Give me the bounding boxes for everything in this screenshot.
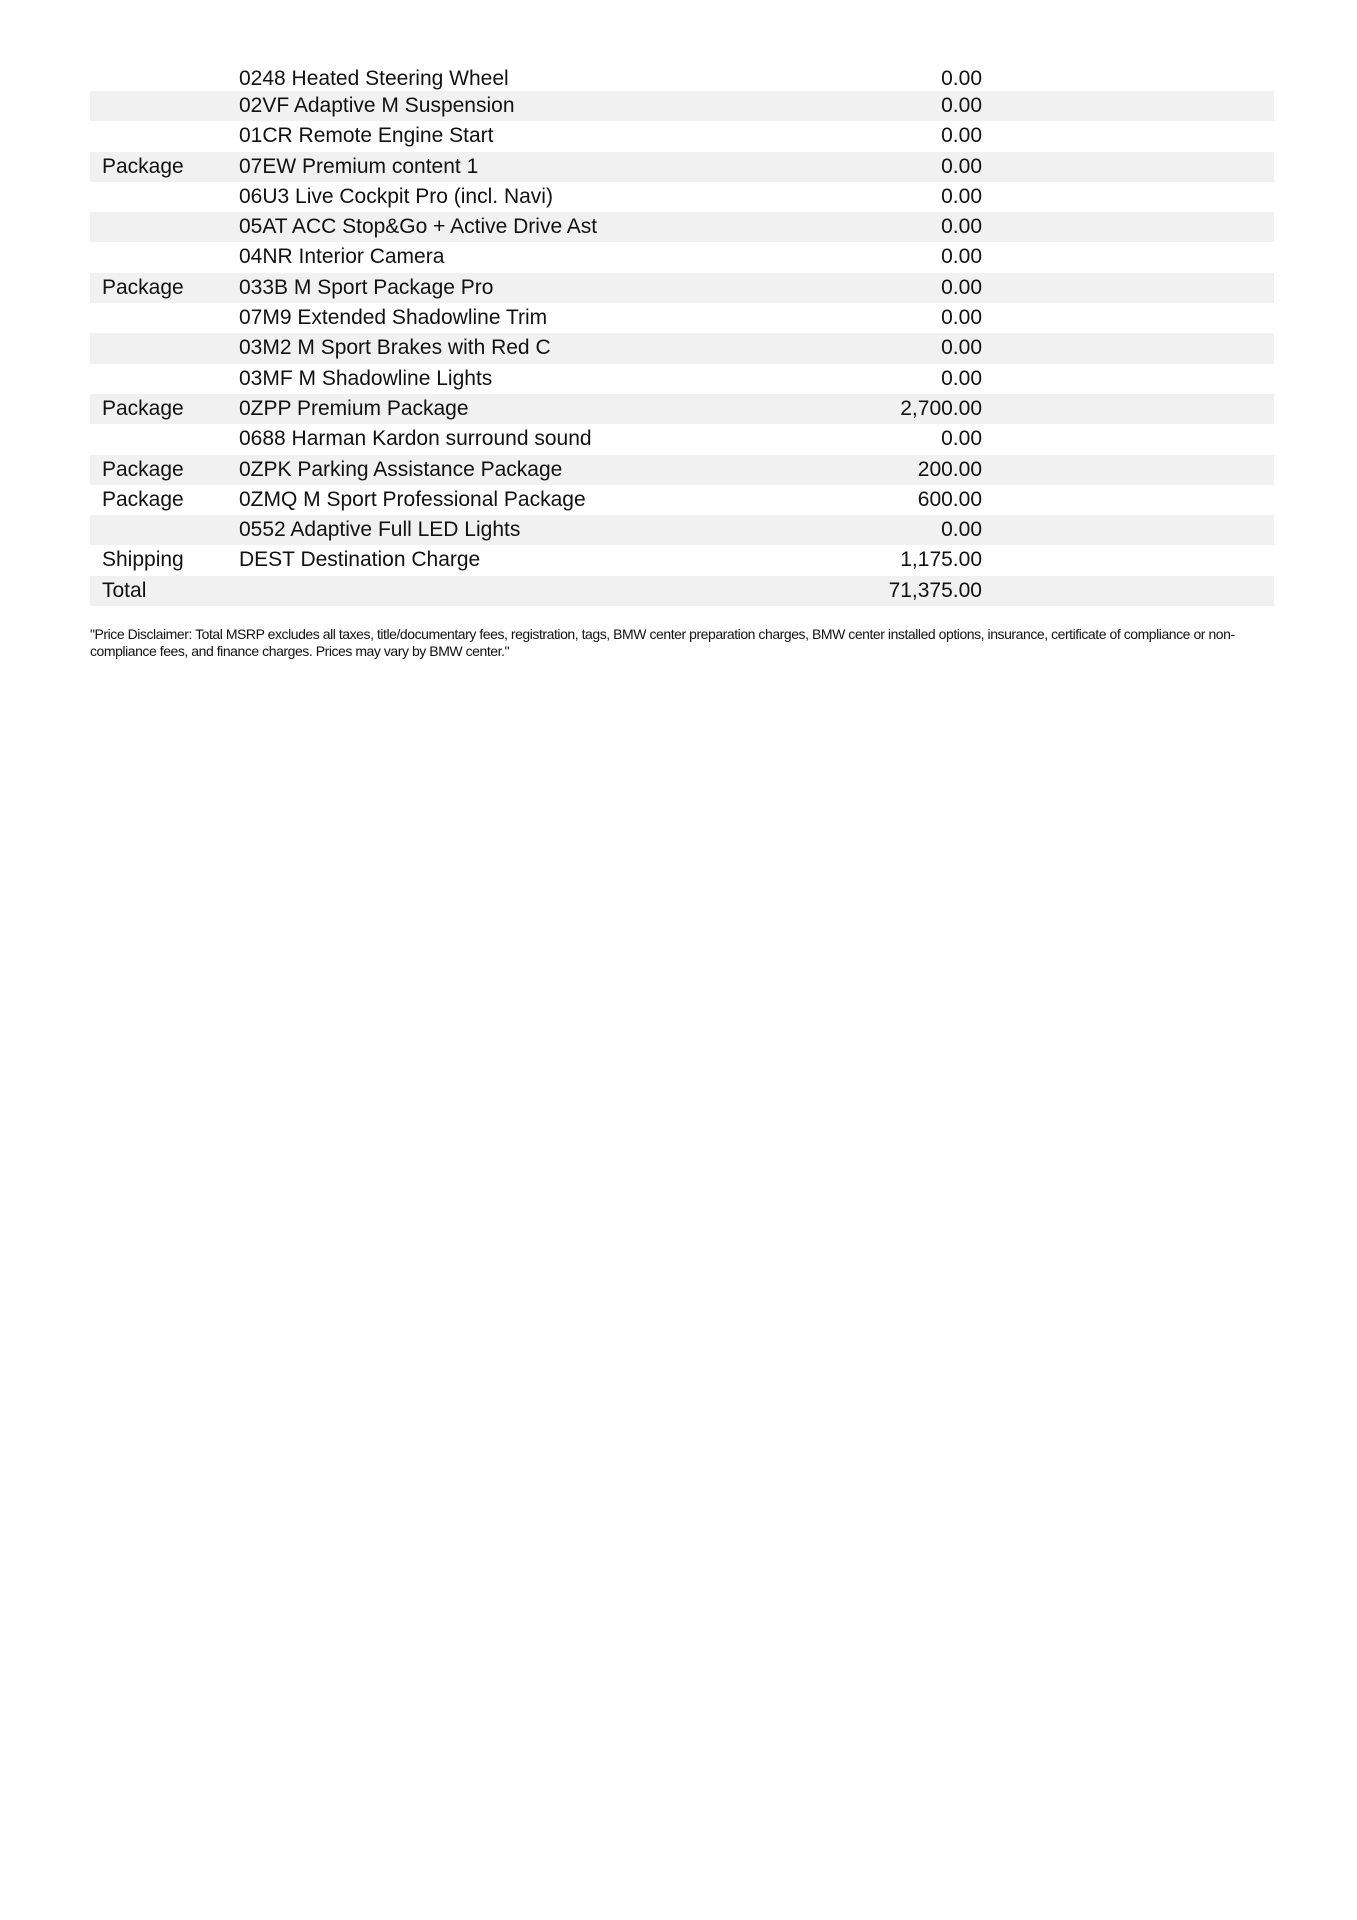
table-row bbox=[90, 152, 1274, 182]
row-description: 0ZMQ M Sport Professional Package bbox=[239, 487, 586, 511]
row-description: 07EW Premium content 1 bbox=[239, 154, 479, 178]
row-price: 0.00 bbox=[941, 275, 982, 299]
row-price: 0.00 bbox=[941, 518, 982, 542]
row-price: 0.00 bbox=[941, 427, 982, 451]
table-row bbox=[90, 212, 1274, 242]
table-row bbox=[90, 424, 1274, 454]
row-price: 0.00 bbox=[941, 94, 982, 117]
row-description: 04NR Interior Camera bbox=[239, 245, 445, 269]
row-category: Package bbox=[102, 275, 184, 299]
row-description: 03M2 M Sport Brakes with Red C bbox=[239, 336, 551, 360]
table-row bbox=[90, 333, 1274, 363]
row-description: 06U3 Live Cockpit Pro (incl. Navi) bbox=[239, 184, 553, 208]
row-category: Package bbox=[102, 396, 184, 420]
row-price: 200.00 bbox=[917, 457, 982, 481]
price-sheet bbox=[90, 66, 1274, 660]
table-row bbox=[90, 121, 1274, 151]
row-category: Shipping bbox=[102, 548, 184, 572]
row-price: 0.00 bbox=[941, 67, 982, 90]
row-price: 0.00 bbox=[941, 124, 982, 148]
row-price: 0.00 bbox=[941, 215, 982, 239]
row-description: 0248 Heated Steering Wheel bbox=[239, 67, 509, 90]
options-price-table bbox=[90, 66, 1274, 606]
row-description: 03MF M Shadowline Lights bbox=[239, 366, 493, 390]
row-price: 1,175.00 bbox=[900, 548, 982, 572]
row-category: Package bbox=[102, 154, 184, 178]
table-row bbox=[90, 455, 1274, 485]
row-description: 0688 Harman Kardon surround sound bbox=[239, 427, 592, 451]
row-category: Package bbox=[102, 457, 184, 481]
row-description: 033B M Sport Package Pro bbox=[239, 275, 494, 299]
row-description: 05AT ACC Stop&Go + Active Drive Ast bbox=[239, 215, 598, 239]
row-description: 0ZPP Premium Package bbox=[239, 396, 469, 420]
row-price: 0.00 bbox=[941, 306, 982, 330]
table-row bbox=[90, 273, 1274, 303]
row-description: DEST Destination Charge bbox=[239, 548, 481, 572]
table-row bbox=[90, 182, 1274, 212]
row-price: 600.00 bbox=[917, 487, 982, 511]
table-row bbox=[90, 485, 1274, 515]
row-category: Package bbox=[102, 487, 184, 511]
total-price: 71,375.00 bbox=[888, 578, 982, 602]
row-price: 0.00 bbox=[941, 245, 982, 269]
table-row bbox=[90, 303, 1274, 333]
table-row bbox=[90, 515, 1274, 545]
row-description: 0ZPK Parking Assistance Package bbox=[239, 457, 563, 481]
row-description: 0552 Adaptive Full LED Lights bbox=[239, 518, 521, 542]
row-description: 07M9 Extended Shadowline Trim bbox=[239, 306, 548, 330]
total-row bbox=[90, 576, 1274, 606]
table-row bbox=[90, 364, 1274, 394]
table-row bbox=[90, 91, 1274, 121]
table-row bbox=[90, 394, 1274, 424]
table-row bbox=[90, 545, 1274, 575]
table-row bbox=[90, 242, 1274, 272]
row-description: 02VF Adaptive M Suspension bbox=[239, 94, 515, 117]
total-label: Total bbox=[102, 578, 147, 602]
row-price: 0.00 bbox=[941, 154, 982, 178]
row-price: 2,700.00 bbox=[900, 396, 982, 420]
row-price: 0.00 bbox=[941, 184, 982, 208]
row-price: 0.00 bbox=[941, 366, 982, 390]
row-description: 01CR Remote Engine Start bbox=[239, 124, 494, 148]
table-row bbox=[90, 66, 1274, 91]
row-price: 0.00 bbox=[941, 336, 982, 360]
price-disclaimer: "Price Disclaimer: Total MSRP excludes all taxes, title/documentary fees, registration, tags, BMW center preparation charges, BMW center installed options, insurance, certificate of compliance or non-compliance fees, and finance charges. Prices may vary by BMW center." bbox=[90, 626, 1235, 660]
